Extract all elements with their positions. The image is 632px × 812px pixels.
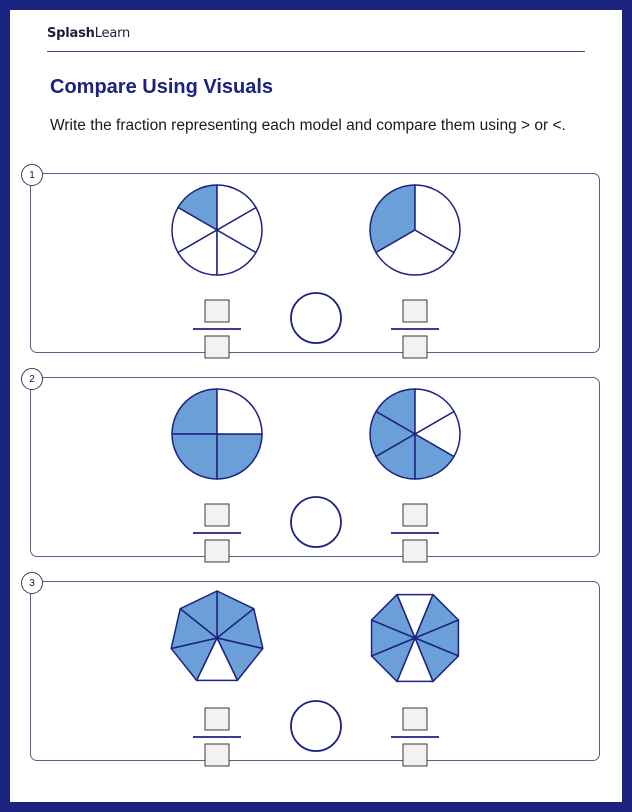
problem-3	[29, 577, 600, 761]
right-fraction-model	[370, 389, 460, 562]
instruction-text: Write the fraction representing each model and compare them using > or <.	[50, 117, 566, 134]
shaded-part	[217, 434, 262, 479]
left-denominator-box[interactable]	[205, 336, 229, 358]
problem-3-visuals	[31, 582, 601, 762]
left-fraction-model	[172, 389, 262, 562]
problem-1-visuals	[31, 174, 601, 354]
problem-number-badge: 2	[21, 368, 43, 390]
unshaded-part	[217, 389, 262, 434]
comparison-answer-circle[interactable]	[291, 497, 341, 547]
worksheet-title: Compare Using Visuals	[50, 76, 274, 98]
comparison-answer-circle[interactable]	[291, 293, 341, 343]
left-numerator-box[interactable]	[205, 504, 229, 526]
left-numerator-box[interactable]	[205, 708, 229, 730]
left-fraction-model	[171, 591, 263, 766]
problem-2	[29, 373, 600, 557]
splashlearn-logo	[47, 26, 130, 41]
right-denominator-box[interactable]	[403, 744, 427, 766]
shaded-part	[172, 389, 217, 434]
right-numerator-box[interactable]	[403, 708, 427, 730]
left-denominator-box[interactable]	[205, 744, 229, 766]
right-numerator-box[interactable]	[403, 504, 427, 526]
right-numerator-box[interactable]	[403, 300, 427, 322]
left-fraction-model	[172, 185, 262, 358]
problem-number-badge: 1	[21, 164, 43, 186]
worksheet-page	[10, 10, 622, 802]
problem-number-badge: 3	[21, 572, 43, 594]
left-numerator-box[interactable]	[205, 300, 229, 322]
left-denominator-box[interactable]	[205, 540, 229, 562]
shaded-part	[172, 434, 217, 479]
header-divider	[47, 51, 585, 52]
right-denominator-box[interactable]	[403, 336, 427, 358]
problem-1	[29, 169, 600, 353]
comparison-answer-circle[interactable]	[291, 701, 341, 751]
right-denominator-box[interactable]	[403, 540, 427, 562]
right-fraction-model	[372, 595, 459, 766]
logo-regular-text: Learn	[94, 26, 131, 41]
logo-bold-text: Splash	[47, 26, 95, 41]
right-fraction-model	[370, 185, 460, 358]
problem-2-visuals	[31, 378, 601, 558]
